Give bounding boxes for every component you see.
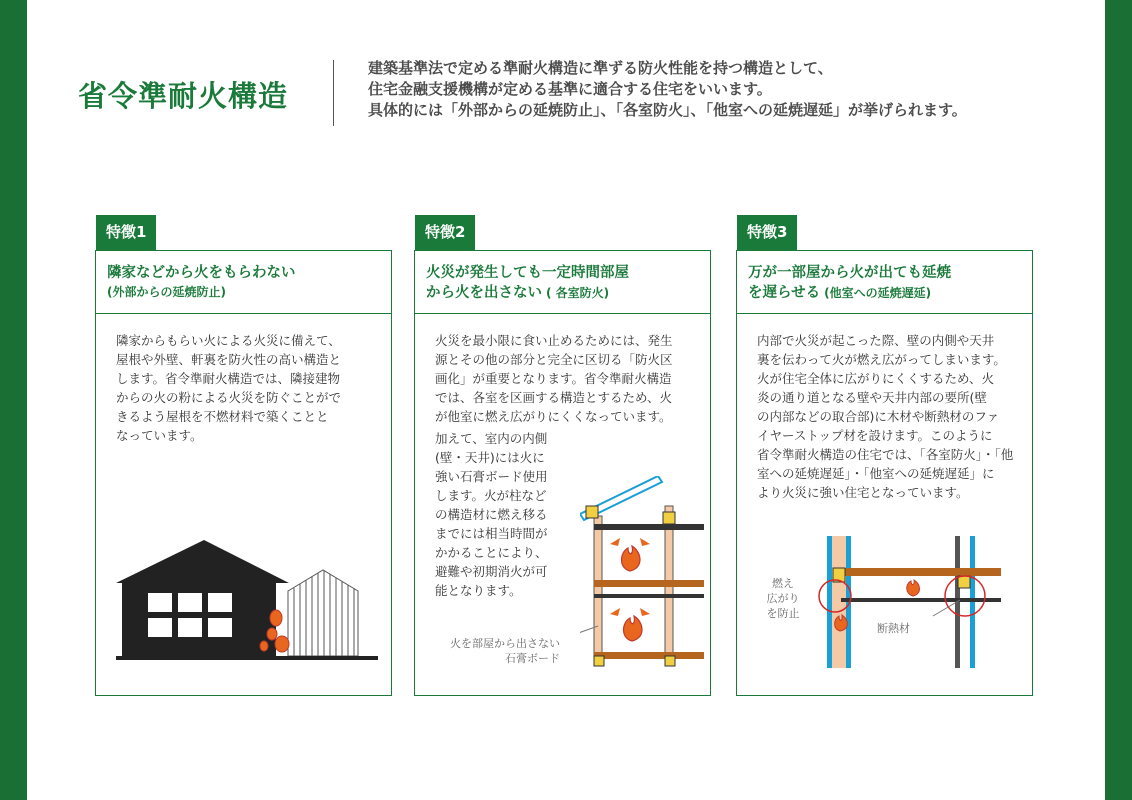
body-line: します。火が柱など <box>435 488 547 503</box>
feature-1-subheading: (外部からの延焼防止) <box>107 285 226 299</box>
body-line: 炎の通り道となる壁や天井内部の要所(壁 <box>757 390 987 405</box>
insulation-annotation: 断熱材 <box>877 622 910 635</box>
left-edge-bar <box>0 0 27 800</box>
feature-2-card <box>414 250 711 696</box>
annotation-line: を防止 <box>766 607 800 620</box>
annotation-line: 広がり <box>766 592 800 605</box>
feature-2-body <box>435 331 697 426</box>
body-line: 画化」が重要となります。省令準耐火構造 <box>435 371 672 386</box>
feature-1-tab: 特徴1 <box>96 215 156 250</box>
feature-2-body-narrow <box>435 429 565 600</box>
body-line: きるよう屋根を不燃材料で築くことと <box>116 409 329 424</box>
body-line: 避難や初期消火が可 <box>435 564 548 579</box>
body-line: 隣家からもらい火による火災に備えて、 <box>116 333 341 348</box>
annotation-line: 石膏ボード <box>505 652 560 665</box>
house-fire-illustration <box>116 536 381 666</box>
body-line: の内部などの取合部)に木材や断熱材のファ <box>757 409 1000 424</box>
body-line: より火災に強い住宅となっています。 <box>757 485 969 500</box>
body-line: 裏を伝わって火が燃え広がってしまいます。 <box>757 352 1006 367</box>
feature-3-tab: 特徴3 <box>737 215 797 250</box>
feature-1-body <box>116 331 378 445</box>
feature-2-subheading: ( 各室防火) <box>546 286 610 300</box>
feature-2-heading-line: から火を出さない ( 各室防火) <box>426 285 610 301</box>
feature-3-body <box>757 331 1019 502</box>
body-line: (壁・天井)には火に <box>435 450 545 465</box>
page-title: 省令準耐火構造 <box>78 79 289 113</box>
body-line: からの火の粉による火災を防ぐことがで <box>116 390 342 405</box>
body-line: が他室に燃え広がりにくくなっています。 <box>435 409 672 424</box>
body-line: 内部で火災が起こった際、壁の内側や天井 <box>757 333 995 348</box>
feature-2-header <box>415 251 710 314</box>
gypsum-board-annotation <box>435 636 560 666</box>
body-line: します。省令準耐火構造では、隣接建物 <box>116 371 341 386</box>
body-line: 能となります。 <box>435 583 522 598</box>
intro-line: 住宅金融支援機構が定める基準に適合する住宅をいいます。 <box>368 80 772 98</box>
body-line: までには相当時間が <box>435 526 548 541</box>
body-line: 強い石膏ボード使用 <box>435 469 548 484</box>
feature-3-card <box>736 250 1033 696</box>
intro-line: 建築基準法で定める準耐火構造に準ずる防火性能を持つ構造として、 <box>368 59 833 77</box>
body-line: なっています。 <box>116 428 203 443</box>
fire-compartment-illustration <box>580 476 705 671</box>
body-line: 省令準耐火構造の住宅では、「各室防火」・「他 <box>757 447 1014 462</box>
feature-1-card <box>95 250 392 696</box>
feature-3-header <box>737 251 1032 314</box>
body-line: イヤーストップ材を設けます。このように <box>757 428 993 443</box>
feature-3-heading: 万が一部屋から火が出ても延焼 <box>748 265 951 281</box>
body-line: 火災を最小限に食い止めるためには、発生 <box>435 333 673 348</box>
intro-line: 具体的には「外部からの延焼防止」、「各室防火」、「他室への延焼遅延」が挙げられます。 <box>368 101 967 119</box>
fire-stop-illustration <box>805 536 1020 671</box>
body-line: 加えて、室内の内側 <box>435 431 548 446</box>
feature-1-heading: 隣家などから火をもらわない <box>107 265 296 281</box>
feature-1-header <box>96 251 391 314</box>
title-divider <box>333 60 334 126</box>
body-line: の構造材に燃え移る <box>435 507 548 522</box>
intro-text <box>368 58 1068 121</box>
right-edge-bar <box>1105 0 1132 800</box>
body-line: 屋根や外壁、軒裏を防火性の高い構造と <box>116 352 342 367</box>
body-line: では、各室を区画する構造とするため、火 <box>435 390 673 405</box>
feature-3-subheading: (他室への延焼遅延) <box>824 286 932 300</box>
feature-3-heading-line: を遅らせる (他室への延焼遅延) <box>748 285 932 301</box>
body-line: 室への延焼遅延」・「他室への延焼遅延」に <box>757 466 995 481</box>
body-line: 火が住宅全体に広がりにくくするため、火 <box>757 371 995 386</box>
feature-2-tab: 特徴2 <box>415 215 475 250</box>
body-line: 源とその他の部分と完全に区切る「防火区 <box>435 352 673 367</box>
annotation-line: 火を部屋から出さない <box>450 637 560 650</box>
feature-2-heading: 火災が発生しても一定時間部屋 <box>426 265 629 281</box>
annotation-line: 燃え <box>772 577 794 590</box>
body-line: かかることにより、 <box>435 545 548 560</box>
spread-prevention-annotation <box>763 576 803 621</box>
